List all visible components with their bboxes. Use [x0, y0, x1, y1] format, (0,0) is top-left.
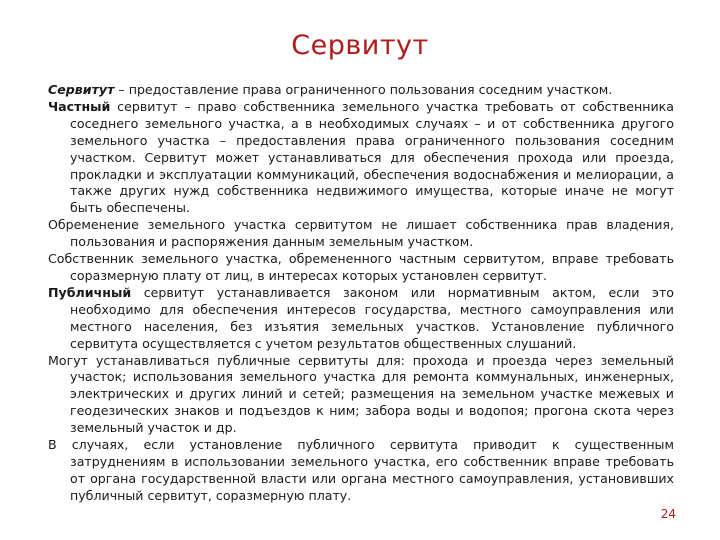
paragraph-text: Могут устанавливаться публичные сервитуты для: прохода и проезда через земельный участок; использования земельного участка для ремонта коммунальных, инженерных, электрических и других линий и сетей; размещения на земельном участке межевых и геодезических знаков и подъездов к ним; забора воды и водопоя; прогона скота через земельный участок и др.	[48, 352, 674, 436]
term-servitude: Сервитут	[48, 82, 115, 97]
paragraph-text: сервитут устанавливается законом или нормативным актом, если это необходимо для обеспечения интересов государства, местного самоуправления или местного населения, без изъятия земельных участков. Установление публичного сервитута осуществляется с учетом результатов общественных слушаний.	[70, 284, 674, 351]
slide-body	[48, 82, 674, 505]
paragraph-text: сервитут – право собственника земельного участка требовать от собственника соседнего земельного участка, а в необходимых случаях – и от собственника другого земельного участка – предоставления права ограниченного пользования соседним участком. Сервитут может устанавливаться для обеспечения прохода или проезда, прокладки и эксплуатации коммуникаций, обеспечения водоснабжения и мелиорации, а также других нужд собственника недвижимого имущества, которые иначе не могут быть обеспечены.	[70, 98, 674, 216]
paragraph-text: – предоставление права ограниченного пользования соседним участком.	[114, 82, 613, 97]
paragraph-text: В случаях, если установление публичного сервитута приводит к существенным затруднениям в использовании земельного участка, его собственник вправе требовать от органа государственной власти или органа местного самоуправления, установивших публичный сервитут, соразмерную плату.	[48, 437, 674, 503]
paragraph-encumbrance	[48, 217, 674, 251]
paragraph-text: Собственник земельного участка, обремененного частным сервитутом, вправе требовать соразмерную плату от лиц, в интересах которых установлен сервитут.	[48, 251, 674, 283]
paragraph-public-purposes	[48, 353, 674, 438]
paragraph-public-compensation	[48, 437, 674, 505]
page-number: 24	[660, 507, 676, 521]
term-private: Частный	[48, 98, 111, 114]
paragraph-owner-payment	[48, 251, 674, 285]
slide-title: Сервитут	[291, 30, 429, 61]
paragraph-text: Обременение земельного участка сервитутом не лишает собственника прав владения, пользования и распоряжения данным земельным участком.	[48, 217, 674, 250]
term-public: Публичный	[48, 284, 132, 300]
paragraph-private-servitude	[48, 99, 674, 217]
paragraph-public-servitude	[48, 285, 674, 353]
paragraph-definition	[48, 82, 674, 99]
